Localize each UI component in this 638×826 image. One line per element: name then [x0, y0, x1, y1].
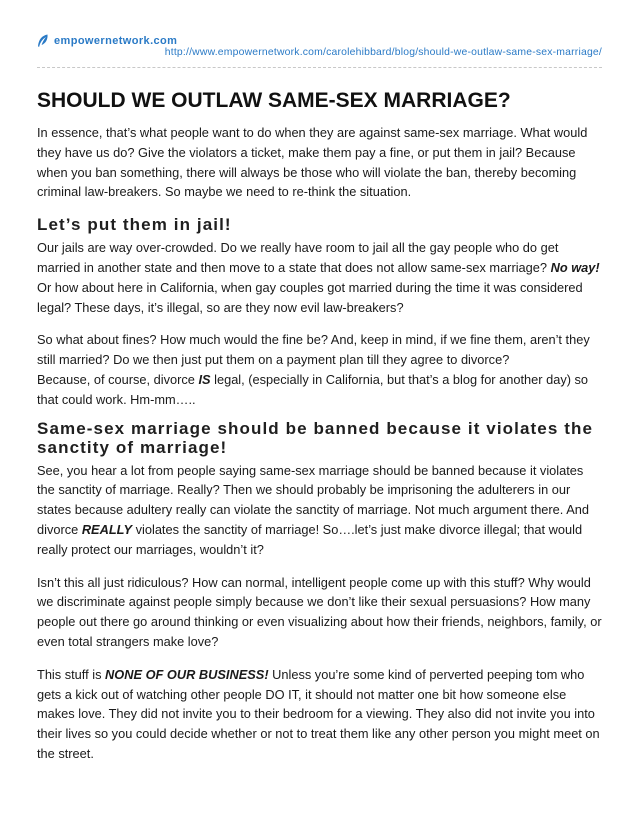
section-heading-jail: Let’s put them in jail! — [37, 215, 232, 235]
header-divider — [37, 67, 602, 68]
article-title: SHOULD WE OUTLAW SAME-SEX MARRIAGE? — [37, 89, 511, 112]
section-heading-sanctity: Same-sex marriage should be banned because it violates the sanctity of marriage! — [37, 418, 594, 457]
page-header — [37, 26, 602, 66]
emphasis-is: IS — [198, 371, 211, 387]
ridiculous-paragraph: Isn’t this all just ridiculous? How can normal, intelligent people come up with this stuff? Why would we discriminate against people simply because we don’t like their sexual persuasions? How many people out there go around thinking or even visualizing about how their friends, neighbors, family, or even total strangers make love? — [37, 574, 602, 649]
fines-paragraph: So what about fines? How much would the fine be? And, keep in mind, if we fine them, aren’t they still married? Do we then just put them on a payment plan till they agree to divorce? Because, of course, divorce IS legal, (especially in California, but that’s a blog for another day) so that could work. Hm-mm….. — [37, 332, 590, 407]
sanctity-paragraph: See, you hear a lot from people saying same-sex marriage should be banned because it violates the sanctity of marriage. Really? Then we should probably be imprisoning the adulterers in our states because adultery really can violate the sanctity of marriage. Not much argument there. And divorce REALLY violates the sanctity of marriage! So….let’s just make divorce illegal; that would really protect our marriages, wouldn’t it? — [37, 462, 589, 557]
intro-paragraph: In essence, that’s what people want to do when they are against same-sex marriage. What would they have us do? Give the violators a ticket, make them pay a fine, or put them in jail? Because when you ban something, there will always be those who will violate the ban, thereby becoming criminal law-breakers. So maybe we need to re-think the situation. — [37, 125, 588, 200]
article-body — [37, 88, 603, 777]
emphasis-no-way: No way! — [550, 259, 600, 275]
emphasis-none-of-our-business: NONE OF OUR BUSINESS! — [105, 666, 269, 682]
emphasis-really: REALLY — [81, 521, 133, 537]
site-name[interactable]: empowernetwork.com — [54, 35, 178, 47]
business-paragraph: This stuff is NONE OF OUR BUSINESS! Unless you’re some kind of perverted peeping tom who gets a kick out of watching other people DO IT, it should not matter one bit how someone else makes love. They did not invite you to their bedroom for a viewing. They also did not invite you into their lives so you could decide whether or not to treat them like any other person you might meet on the street. — [37, 666, 600, 761]
feather-logo-icon — [37, 34, 49, 48]
jail-paragraph: Our jails are way over-crowded. Do we really have room to jail all the gay people who do get married in another state and then move to a state that does not allow same-sex marriage? No way! Or how about here in California, when gay couples got married during the time it was considered legal? These days, it’s illegal, so are they now evil law-breakers? — [37, 240, 600, 315]
article-url[interactable]: http://www.empowernetwork.com/carolehibbard/blog/should-we-outlaw-same-sex-marriage/ — [164, 47, 602, 58]
